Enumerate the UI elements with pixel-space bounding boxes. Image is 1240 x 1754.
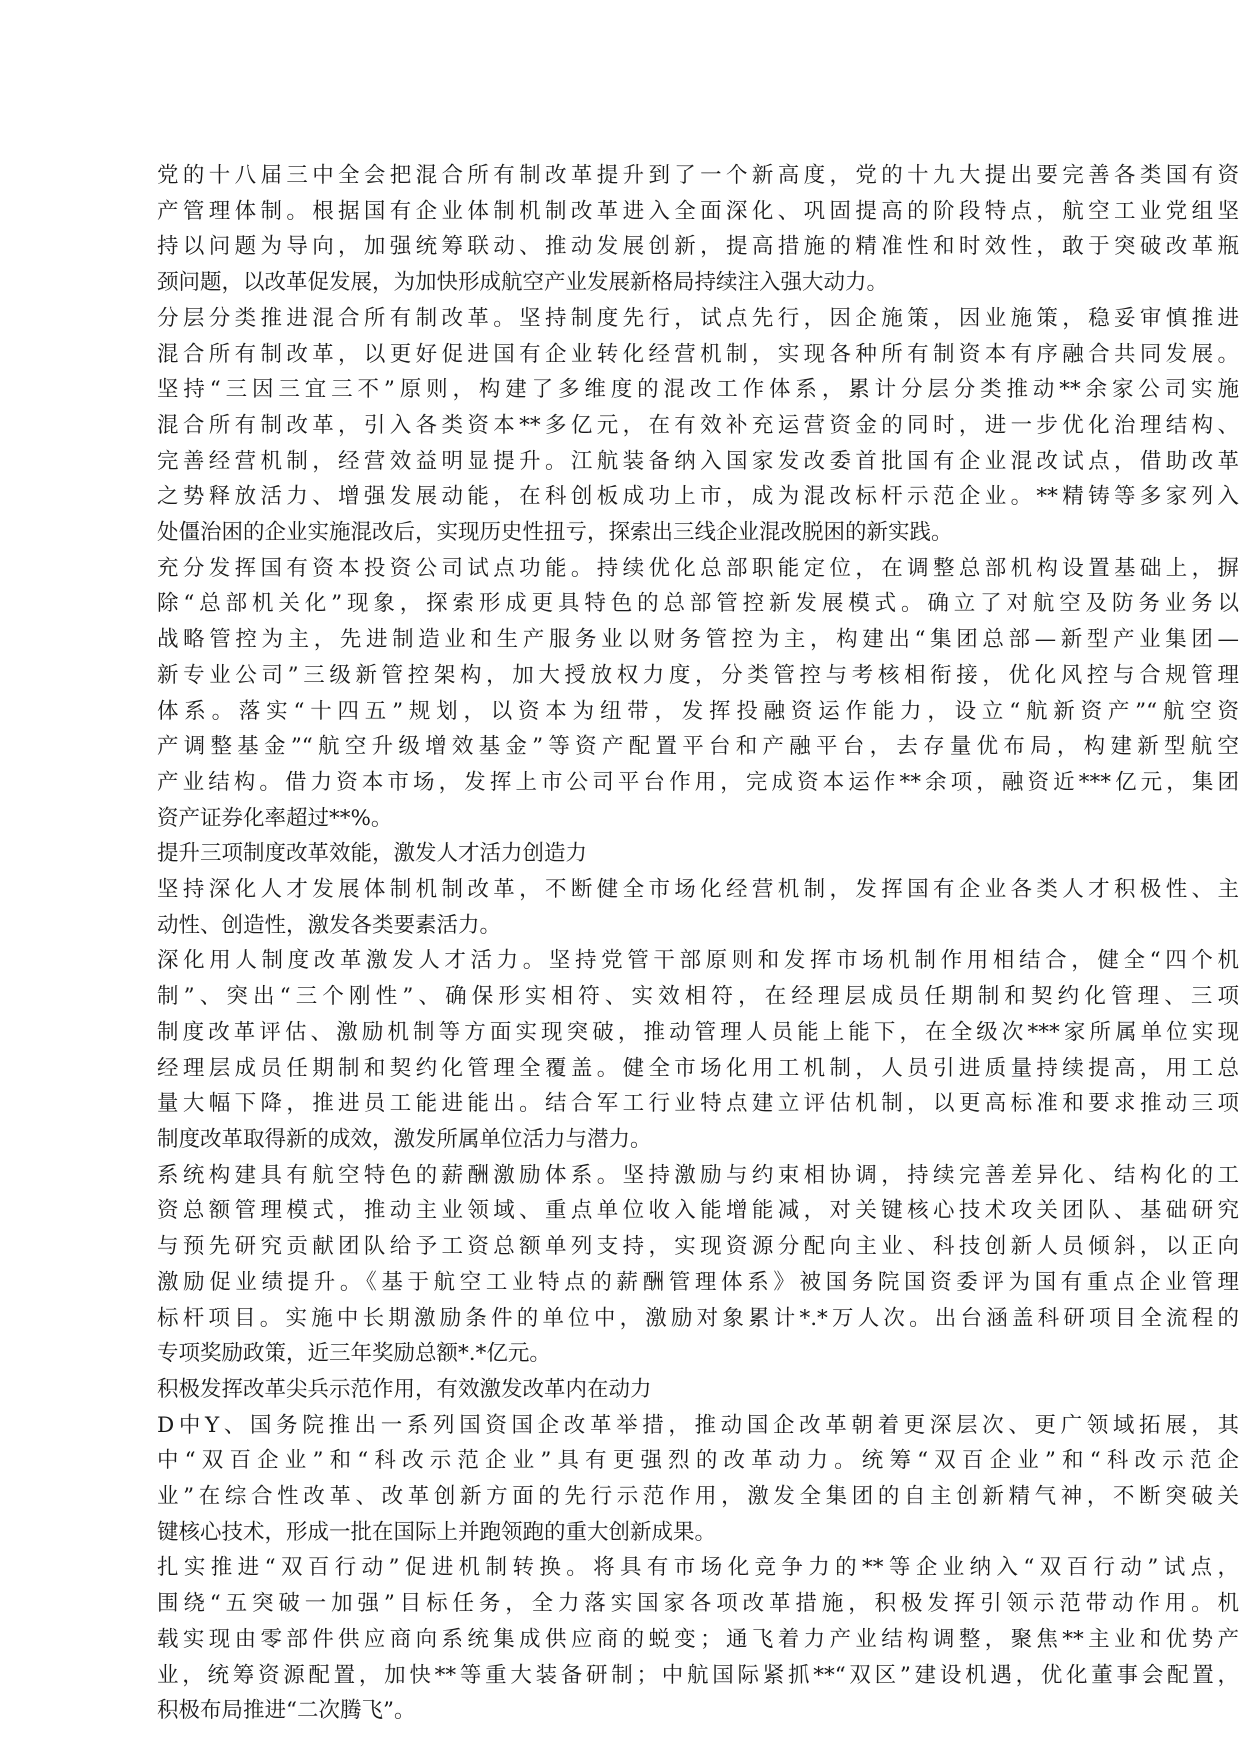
text-line: 深化用人制度改革激发人才活力。坚持党管干部原则和发挥市场机制作用相结合，健全“四个机 — [157, 948, 1239, 974]
text-line: 标杆项目。实施中长期激励条件的单位中，激励对象累计*.*万人次。出台涵盖科研项目全流程的 — [157, 1305, 1239, 1331]
text-line: 提升三项制度改革效能，激发人才活力创造力 — [157, 841, 588, 867]
text-line: 坚持“三因三宜三不”原则，构建了多维度的混改工作体系，累计分层分类推动**余家公司实施 — [157, 377, 1239, 403]
text-line: 处僵治困的企业实施混改后，实现历史性扭亏，探索出三线企业混改脱困的新实践。 — [157, 520, 953, 546]
paragraph — [157, 1158, 1239, 1372]
text-line: 产调整基金”“航空升级增效基金”等资产配置平台和产融平台，去存量优布局，构建新型航空 — [157, 734, 1239, 760]
text-line: 制度改革取得新的成效，激发所属单位活力与潜力。 — [157, 1126, 652, 1152]
document-page — [157, 158, 1239, 1729]
paragraph — [157, 1408, 1239, 1551]
paragraph — [157, 158, 1239, 301]
text-line: 业”在综合性改革、改革创新方面的先行示范作用，激发全集团的自主创新精气神，不断突破关 — [157, 1484, 1239, 1510]
text-line: 坚持深化人才发展体制机制改革，不断健全市场化经营机制，发挥国有企业各类人才积极性、主 — [157, 877, 1239, 903]
text-line: 专项奖励政策，近三年奖励总额*.*亿元。 — [157, 1341, 551, 1367]
text-line: 积极发挥改革尖兵示范作用，有效激发改革内在动力 — [157, 1376, 652, 1402]
text-line: 除“总部机关化”现象，探索形成更具特色的总部管控新发展模式。确立了对航空及防务业务以 — [157, 591, 1239, 617]
paragraph — [157, 1372, 1239, 1408]
text-line: 体系。落实“十四五”规划，以资本为纽带，发挥投融资运作能力，设立“航新资产”“航空资 — [157, 698, 1239, 724]
text-line: 分层分类推进混合所有制改革。坚持制度先行，试点先行，因企施策，因业施策，稳妥审慎推进 — [157, 305, 1239, 331]
text-line: 载实现由零部件供应商向系统集成供应商的蜕变；通飞着力产业结构调整，聚焦**主业和优势产 — [157, 1626, 1239, 1652]
text-line: 颈问题，以改革促发展，为加快形成航空产业发展新格局持续注入强大动力。 — [157, 270, 889, 296]
text-line: 持以问题为导向，加强统筹联动、推动发展创新，提高措施的精准性和时效性，敢于突破改革瓶 — [157, 234, 1239, 260]
text-line: 积极布局推进“二次腾飞”。 — [157, 1698, 416, 1724]
text-line: 之势释放活力、增强发展动能，在科创板成功上市，成为混改标杆示范企业。**精铸等多家列入 — [157, 484, 1239, 510]
text-line: 系统构建具有航空特色的薪酬激励体系。坚持激励与约束相协调，持续完善差异化、结构化的工 — [157, 1162, 1239, 1188]
text-line: 产管理体制。根据国有企业体制机制改革进入全面深化、巩固提高的阶段特点，航空工业党组坚 — [157, 198, 1239, 224]
paragraph — [157, 943, 1239, 1157]
text-line: 混合所有制改革，引入各类资本**多亿元，在有效补充运营资金的同时，进一步优化治理结构、 — [157, 412, 1239, 438]
text-line: 制度改革评估、激励机制等方面实现突破，推动管理人员能上能下，在全级次***家所属单位实现 — [157, 1019, 1239, 1045]
text-line: 动性、创造性，激发各类要素活力。 — [157, 912, 502, 938]
paragraph — [157, 551, 1239, 837]
paragraph — [157, 301, 1239, 551]
text-line: 扎实推进“双百行动”促进机制转换。将具有市场化竞争力的**等企业纳入“双百行动”试点， — [157, 1555, 1239, 1581]
text-line: 业，统筹资源配置，加快**等重大装备研制；中航国际紧抓**“双区”建设机遇，优化董事会配置， — [157, 1662, 1239, 1688]
text-line: 中“双百企业”和“科改示范企业”具有更强烈的改革动力。统筹“双百企业”和“科改示范企 — [157, 1448, 1239, 1474]
text-line: 党的十八届三中全会把混合所有制改革提升到了一个新高度，党的十九大提出要完善各类国有资 — [157, 163, 1239, 188]
text-line: 新专业公司”三级新管控架构，加大授放权力度，分类管控与考核相衔接，优化风控与合规管理 — [157, 662, 1239, 688]
text-line: 激励促业绩提升。《基于航空工业特点的薪酬管理体系》被国务院国资委评为国有重点企业管理 — [157, 1269, 1239, 1295]
text-line: 混合所有制改革，以更好促进国有企业转化经营机制，实现各种所有制资本有序融合共同发展。 — [157, 341, 1239, 367]
text-line: 资产证券化率超过**%。 — [157, 805, 393, 831]
paragraph — [157, 836, 1239, 872]
paragraph — [157, 1550, 1239, 1729]
text-line: 经理层成员任期制和契约化管理全覆盖。健全市场化用工机制，人员引进质量持续提高，用工总 — [157, 1055, 1239, 1081]
text-line: 键核心技术，形成一批在国际上并跑领跑的重大创新成果。 — [157, 1519, 717, 1545]
text-line: 产业结构。借力资本市场，发挥上市公司平台作用，完成资本运作**余项，融资近***亿元，集团 — [157, 769, 1239, 795]
text-line: 量大幅下降，推进员工能进能出。结合军工行业特点建立评估机制，以更高标准和要求推动三项 — [157, 1091, 1239, 1117]
text-line: 完善经营机制，经营效益明显提升。江航装备纳入国家发改委首批国有企业混改试点，借助改革 — [157, 448, 1239, 474]
paragraph — [157, 872, 1239, 943]
text-line: 资总额管理模式，推动主业领域、重点单位收入能增能减，对关键核心技术攻关团队、基础研究 — [157, 1198, 1239, 1224]
text-line: 与预先研究贡献团队给予工资总额单列支持，实现资源分配向主业、科技创新人员倾斜，以正向 — [157, 1234, 1239, 1260]
text-line: D中Y、国务院推出一系列国资国企改革举措，推动国企改革朝着更深层次、更广领域拓展，其 — [157, 1412, 1239, 1438]
document-body — [157, 158, 1239, 1729]
text-line: 充分发挥国有资本投资公司试点功能。持续优化总部职能定位，在调整总部机构设置基础上，摒 — [157, 555, 1239, 581]
text-line: 制”、突出“三个刚性”、确保形实相符、实效相符，在经理层成员任期制和契约化管理、三项 — [157, 984, 1239, 1010]
text-line: 战略管控为主，先进制造业和生产服务业以财务管控为主，构建出“集团总部—新型产业集团— — [157, 627, 1239, 653]
text-line: 围绕“五突破一加强”目标任务，全力落实国家各项改革措施，积极发挥引领示范带动作用。机 — [157, 1591, 1239, 1617]
